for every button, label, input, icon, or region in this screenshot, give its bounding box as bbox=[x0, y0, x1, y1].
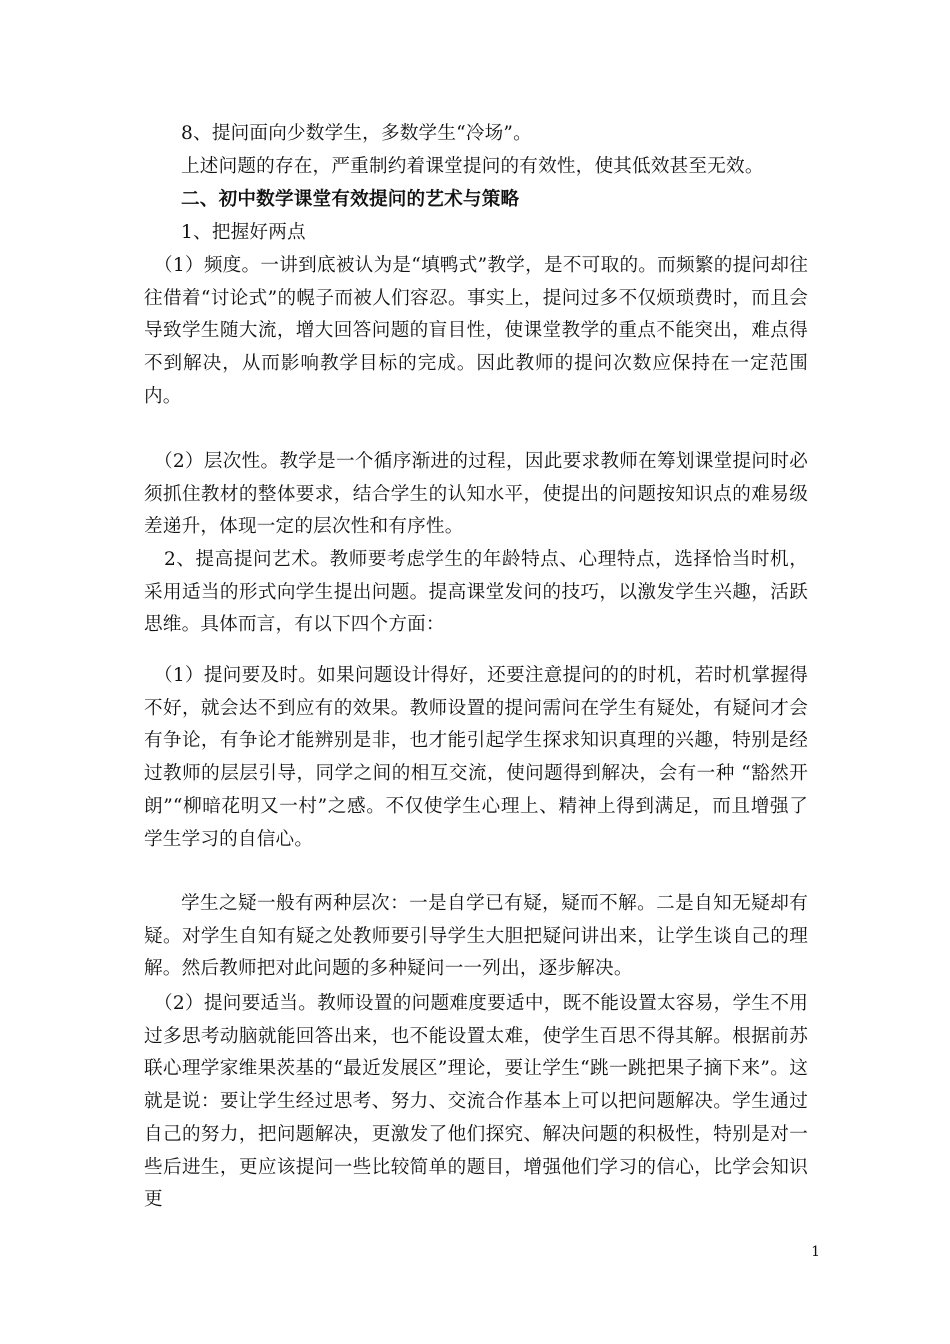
subheading-grasp-two-points: 1、把握好两点 bbox=[181, 222, 306, 243]
page-number: 1 bbox=[811, 1244, 820, 1260]
paragraph-frequency: （1）频度。一讲到底被认为是“填鸭式”教学，是不可取的。而频繁的提问却往往借着“讨论式”的幌子而被人们容忍。事实上，提问过多不仅烦琐费时，而且会导致学生随大流，增大回答问题的盲目性，使课堂教学的重点不能突出，难点得不到解决，从而影响教学目标的完成。因此教师的提问次数应保持在一定范围内。 bbox=[144, 255, 808, 407]
paragraph-item-8: 8、提问面向少数学生，多数学生“冷场”。 bbox=[181, 123, 532, 144]
paragraph-timely: （1）提问要及时。如果问题设计得好，还要注意提问的的时机，若时机掌握得不好，就会达不到应有的效果。教师设置的提问需问在学生有疑处，有疑问才会有争论，有争论才能辨别是非，也才能引起学生探求知识真理的兴趣，特别是经过教师的层层引导，同学之间的相互交流，使问题得到解决，会有一种 “豁然开朗”“柳暗花明又一村”之感。不仅使学生心理上、精神上得到满足，而且增强了学生学习的自信心。 bbox=[144, 665, 808, 850]
paragraph-appropriate: （2）提问要适当。教师设置的问题难度要适中，既不能设置太容易，学生不用过多思考动脑就能回答出来，也不能设置太难，使学生百思不得其解。根据前苏联心理学家维果茨基的“最近发展区”理论，要让学生“跳一跳把果子摘下来”。这就是说：要让学生经过思考、努力、交流合作基本上可以把问题解决。学生通过自己的努力，把问题解决，更激发了他们探究、解决问题的积极性，特别是对一些后进生，更应该提问一些比较简单的题目，增强他们学习的信心，比学会知识更 bbox=[144, 993, 808, 1211]
paragraph-hierarchy: （2）层次性。教学是一个循序渐进的过程，因此要求教师在筹划课堂提问时必须抓住教材的整体要求，结合学生的认知水平，使提出的问题按知识点的难易级差递升，体现一定的层次性和有序性。 bbox=[144, 451, 808, 538]
section-heading: 二、初中数学课堂有效提问的艺术与策略 bbox=[181, 189, 520, 210]
paragraph-summary: 上述问题的存在，严重制约着课堂提问的有效性，使其低效甚至无效。 bbox=[181, 156, 764, 177]
paragraph-doubt-levels: 学生之疑一般有两种层次：一是自学已有疑，疑而不解。二是自知无疑却有疑。对学生自知有疑之处教师要引导学生大胆把疑问讲出来，让学生谈自己的理解。然后教师把对此问题的多种疑问一一列出，逐步解决。 bbox=[144, 893, 808, 980]
paragraph-improve-art: 2、提高提问艺术。教师要考虑学生的年龄特点、心理特点，选择恰当时机，采用适当的形式向学生提出问题。提高课堂发问的技巧，以激发学生兴趣，活跃思维。具体而言，有以下四个方面： bbox=[144, 549, 808, 636]
